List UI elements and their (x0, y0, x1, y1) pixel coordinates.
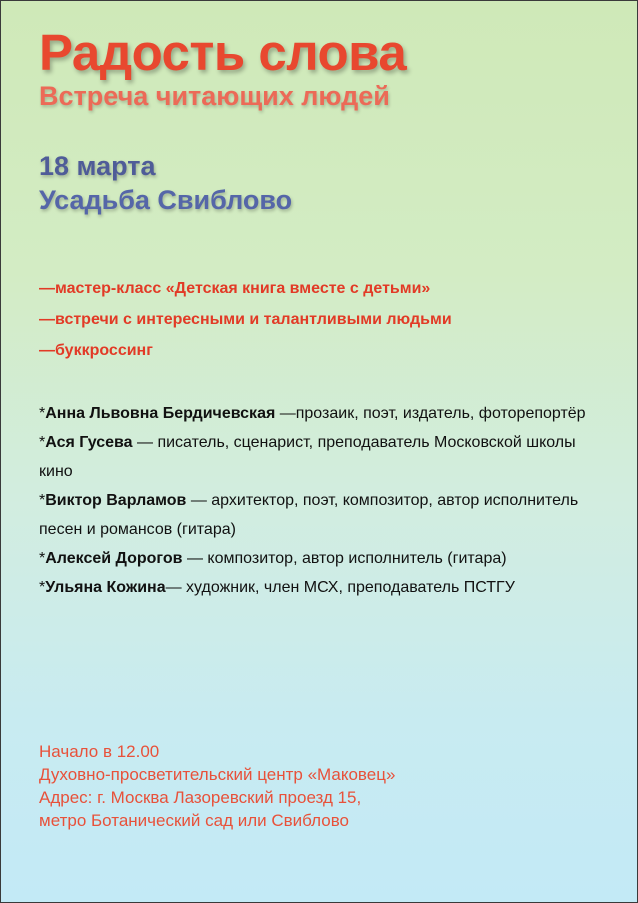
participant-marker: * (39, 550, 46, 567)
participant-description: — архитектор, поэт, композитор, автор исполнитель песен и романсов (гитара) (39, 492, 579, 538)
metro-info: метро Ботанический сад или Свиблово (39, 811, 350, 830)
center-name: Духовно-просветительский центр «Маковец» (39, 765, 396, 784)
event-info (39, 740, 395, 832)
participant-description: — художник, член МСХ, преподаватель ПСТГУ (165, 579, 515, 596)
activity-item-bookcrossing: —буккроссинг (39, 342, 153, 359)
start-time: Начало в 12.00 (39, 742, 160, 761)
activity-item-meetings: —встречи с интересными и талантливыми людьми (39, 311, 452, 328)
participant-marker: * (39, 579, 46, 596)
event-date: 18 марта (39, 151, 156, 181)
participant-item (39, 399, 609, 428)
participant-name: Ульяна Кожина (45, 579, 166, 596)
participant-description: — композитор, автор исполнитель (гитара) (182, 550, 507, 567)
poster-title: Радость слова (39, 24, 407, 81)
participants-list (39, 399, 609, 602)
participant-item (39, 486, 609, 544)
event-venue: Усадьба Свиблово (39, 185, 293, 215)
poster-subtitle: Встреча читающих людей (39, 81, 390, 111)
participant-description: — писатель, сценарист, преподаватель Московской школы кино (39, 434, 576, 480)
participant-marker: * (39, 434, 46, 451)
participant-name: Анна Львовна Бердичевская (45, 405, 276, 422)
participant-item (39, 428, 609, 486)
participant-description: —прозаик, поэт, издатель, фоторепортёр (275, 405, 586, 422)
address: Адрес: г. Москва Лазоревский проезд 15, (39, 788, 362, 807)
activity-item-master-class: —мастер-класс «Детская книга вместе с детьми» (39, 280, 431, 297)
participant-name: Алексей Дорогов (45, 550, 183, 567)
activities-list (39, 278, 452, 371)
participant-marker: * (39, 405, 46, 422)
participant-item (39, 544, 609, 573)
participant-marker: * (39, 492, 46, 509)
participant-item (39, 573, 609, 602)
participant-name: Виктор Варламов (45, 492, 187, 509)
participant-name: Ася Гусева (45, 434, 133, 451)
